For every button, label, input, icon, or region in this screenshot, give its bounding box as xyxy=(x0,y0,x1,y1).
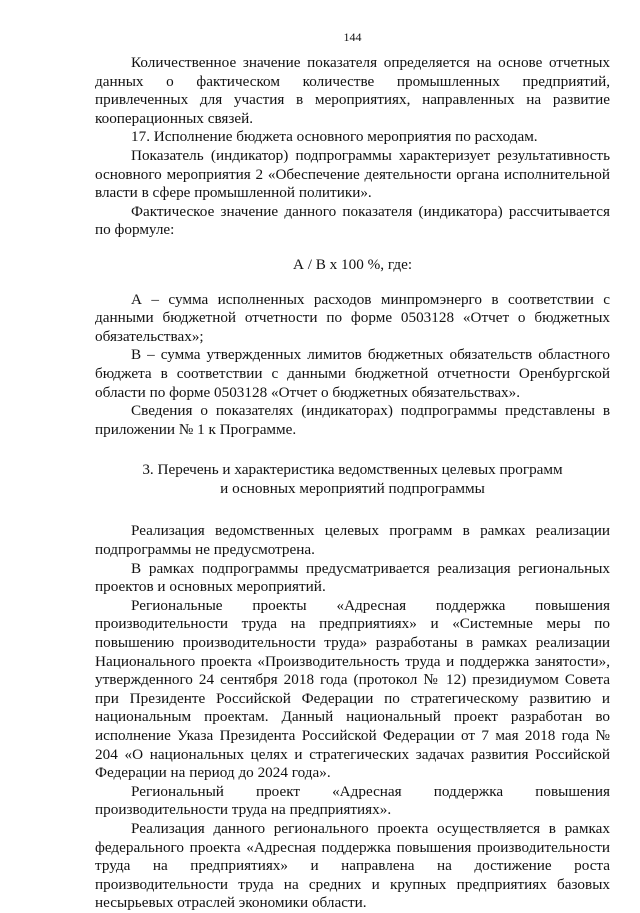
paragraph-regional-projects-detail: Региональные проекты «Адресная поддержка повышения производительности труда на предприятиях» и «Системные меры по повышению производительности труда» разработаны в рамках реализации Национального проекта «Производительность труда и поддержка занятости», утвержденного 24 сентября 2018 года (протокол № 12) президиумом Совета при Президенте Российской Федерации по стратегическому развитию и национальным проектам. Данный национальный проект разработан во исполнение Указа Президента Российской Федерации от 7 мая 2018 года № 204 «О национальных целях и стратегических задачах развития Российской Федерации на период до 2024 года». xyxy=(95,596,610,782)
page-number: 144 xyxy=(343,30,362,44)
paragraph-formula-intro: Фактическое значение данного показателя (индикатора) рассчитывается по формуле: xyxy=(95,202,610,239)
paragraph-indicator-description: Показатель (индикатор) подпрограммы характеризует результативность основного мероприятия 2 «Обеспечение деятельности органа исполнительной власти в сфере промышленной политики». xyxy=(95,146,610,202)
section-heading-line-2: и основных мероприятий подпрограммы xyxy=(220,479,485,497)
paragraph-item-17: 17. Исполнение бюджета основного мероприятия по расходам. xyxy=(131,128,538,146)
paragraph-departmental-programs: Реализация ведомственных целевых программ в рамках реализации подпрограммы не предусмотрена. xyxy=(95,522,610,559)
paragraph-regional-project-name: Региональный проект «Адресная поддержка повышения производительности труда на предприятиях». xyxy=(95,782,610,819)
paragraph-regional-project-implementation: Реализация данного регионального проекта осуществляется в рамках федерального проекта «Адресная поддержка повышения производительности труда на предприятиях» и направлена на достижение роста производительности труда на средних и крупных предприятиях базовых несырьевых отраслей экономики области. xyxy=(95,819,610,912)
paragraph-indicators-appendix: Сведения о показателях (индикаторах) подпрограммы представлены в приложении № 1 к Программе. xyxy=(95,402,610,438)
paragraph-quantitative-value: Количественное значение показателя определяется на основе отчетных данных о фактическом количестве промышленных предприятий, привлеченных для участия в мероприятиях, направленных на развитие кооперационных связей. xyxy=(95,54,610,127)
document-page xyxy=(95,30,610,913)
paragraph-regional-projects-intro: В рамках подпрограммы предусматривается реализация региональных проектов и основных мероприятий. xyxy=(95,559,610,596)
paragraph-definition-b: В – сумма утвержденных лимитов бюджетных обязательств областного бюджета в соответствии с данными бюджетной отчетности Оренбургской области по форме 0503128 «Отчет о бюджетных обязательствах». xyxy=(95,346,610,401)
section-heading xyxy=(95,461,610,498)
section-heading-line-1: 3. Перечень и характеристика ведомственных целевых программ xyxy=(142,461,563,479)
paragraph-definition-a: А – сумма исполненных расходов минпромэнерго в соответствии с данными бюджетной отчетности по форме 0503128 «Отчет о бюджетных обязательствах»; xyxy=(95,290,610,345)
formula: А / В х 100 %, где: xyxy=(292,255,413,273)
